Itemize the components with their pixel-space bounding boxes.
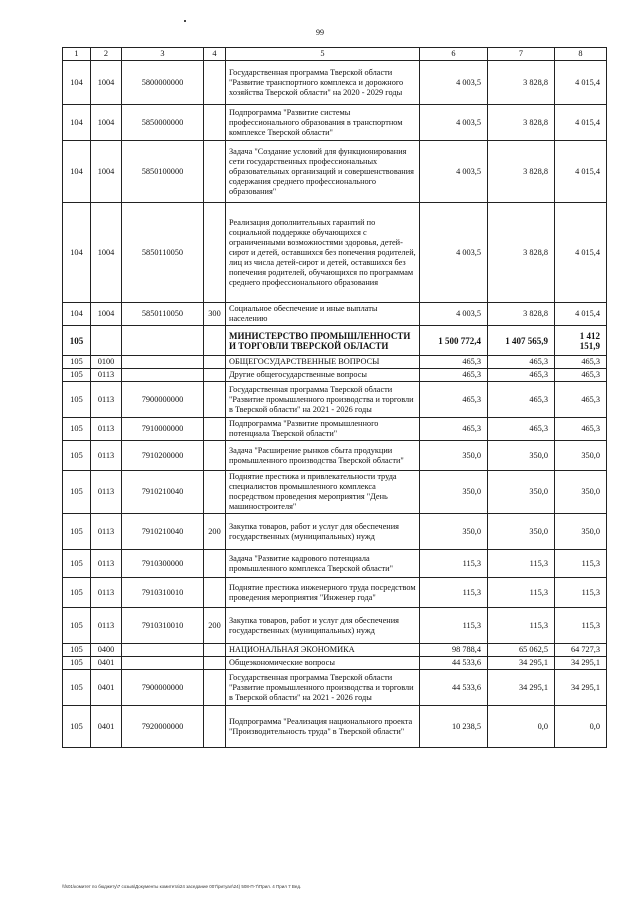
header-cell: 6 (420, 48, 488, 61)
amount-year1-cell: 465,3 (420, 382, 488, 418)
description-cell: Подпрограмма "Реализация национального проекта "Производительность труда" в Тверской области" (226, 706, 420, 748)
target-article-cell: 7910310010 (122, 578, 204, 608)
section-code-cell: 0400 (91, 644, 122, 657)
expense-type-cell (204, 657, 226, 670)
section-code-cell: 0113 (91, 514, 122, 550)
amount-year1-cell: 10 238,5 (420, 706, 488, 748)
table-row (63, 303, 607, 326)
amount-year3-cell: 4 015,4 (555, 203, 607, 303)
target-article-cell (122, 369, 204, 382)
table-row (63, 326, 607, 356)
amount-year2-cell: 465,3 (488, 418, 555, 441)
amount-year2-cell: 115,3 (488, 578, 555, 608)
section-code-cell: 0113 (91, 608, 122, 644)
admin-code-cell: 105 (63, 418, 91, 441)
admin-code-cell: 105 (63, 608, 91, 644)
amount-year2-cell: 1 407 565,9 (488, 326, 555, 356)
target-article-cell: 7910210040 (122, 471, 204, 514)
amount-year2-cell: 34 295,1 (488, 670, 555, 706)
amount-year2-cell: 350,0 (488, 471, 555, 514)
header-cell: 5 (226, 48, 420, 61)
amount-year2-cell: 34 295,1 (488, 657, 555, 670)
description-cell: Задача "Развитие кадрового потенциала промышленного комплекса Тверской области" (226, 550, 420, 578)
amount-year1-cell: 44 533,6 (420, 670, 488, 706)
admin-code-cell: 105 (63, 578, 91, 608)
target-article-cell: 5850000000 (122, 105, 204, 141)
table-row (63, 369, 607, 382)
amount-year2-cell: 115,3 (488, 550, 555, 578)
table-row (63, 657, 607, 670)
amount-year1-cell: 98 788,4 (420, 644, 488, 657)
amount-year1-cell: 465,3 (420, 356, 488, 369)
amount-year1-cell: 4 003,5 (420, 303, 488, 326)
table-row (63, 670, 607, 706)
expense-type-cell (204, 141, 226, 203)
target-article-cell: 7910210040 (122, 514, 204, 550)
admin-code-cell: 105 (63, 369, 91, 382)
description-cell: Закупка товаров, работ и услуг для обеспечения государственных (муниципальных) нужд (226, 514, 420, 550)
target-article-cell (122, 657, 204, 670)
table-row (63, 418, 607, 441)
expense-type-cell (204, 550, 226, 578)
admin-code-cell: 104 (63, 61, 91, 105)
description-cell: Подпрограмма "Развитие системы профессионального образования в транспортном комплексе Тверской области" (226, 105, 420, 141)
target-article-cell: 5800000000 (122, 61, 204, 105)
section-code-cell: 1004 (91, 61, 122, 105)
table-row (63, 608, 607, 644)
target-article-cell: 7920000000 (122, 706, 204, 748)
table-row (63, 105, 607, 141)
description-cell: МИНИСТЕРСТВО ПРОМЫШЛЕННОСТИ И ТОРГОВЛИ ТВЕРСКОЙ ОБЛАСТИ (226, 326, 420, 356)
amount-year3-cell: 1 412 151,9 (555, 326, 607, 356)
amount-year3-cell: 350,0 (555, 441, 607, 471)
admin-code-cell: 105 (63, 670, 91, 706)
section-code-cell: 0113 (91, 471, 122, 514)
table-row (63, 203, 607, 303)
expense-type-cell: 300 (204, 303, 226, 326)
amount-year3-cell: 4 015,4 (555, 61, 607, 105)
amount-year1-cell: 465,3 (420, 369, 488, 382)
amount-year2-cell: 65 062,5 (488, 644, 555, 657)
amount-year3-cell: 350,0 (555, 514, 607, 550)
section-code-cell: 0113 (91, 550, 122, 578)
table-row (63, 141, 607, 203)
expense-type-cell (204, 105, 226, 141)
amount-year2-cell: 0,0 (488, 706, 555, 748)
expense-type-cell (204, 578, 226, 608)
amount-year1-cell: 4 003,5 (420, 61, 488, 105)
amount-year3-cell: 465,3 (555, 418, 607, 441)
amount-year1-cell: 4 003,5 (420, 203, 488, 303)
table-row (63, 706, 607, 748)
target-article-cell: 7910000000 (122, 418, 204, 441)
amount-year2-cell: 3 828,8 (488, 303, 555, 326)
target-article-cell (122, 326, 204, 356)
expense-type-cell (204, 326, 226, 356)
expense-type-cell (204, 471, 226, 514)
admin-code-cell: 105 (63, 471, 91, 514)
header-cell: 4 (204, 48, 226, 61)
target-article-cell (122, 356, 204, 369)
amount-year2-cell: 115,3 (488, 608, 555, 644)
description-cell: Другие общегосударственные вопросы (226, 369, 420, 382)
amount-year2-cell: 3 828,8 (488, 61, 555, 105)
section-code-cell: 1004 (91, 105, 122, 141)
amount-year3-cell: 34 295,1 (555, 657, 607, 670)
table-row (63, 514, 607, 550)
target-article-cell: 7900000000 (122, 670, 204, 706)
table-row (63, 61, 607, 105)
amount-year1-cell: 44 533,6 (420, 657, 488, 670)
description-cell: Государственная программа Тверской области "Развитие транспортного комплекса и дорожного хозяйства Тверской области" на 2020 - 2029 годы (226, 61, 420, 105)
amount-year1-cell: 1 500 772,4 (420, 326, 488, 356)
amount-year2-cell: 3 828,8 (488, 203, 555, 303)
amount-year1-cell: 115,3 (420, 578, 488, 608)
amount-year2-cell: 465,3 (488, 369, 555, 382)
header-cell: 7 (488, 48, 555, 61)
table-row (63, 550, 607, 578)
section-code-cell: 1004 (91, 303, 122, 326)
description-cell: ОБЩЕГОСУДАРСТВЕННЫЕ ВОПРОСЫ (226, 356, 420, 369)
expense-type-cell (204, 61, 226, 105)
amount-year1-cell: 115,3 (420, 550, 488, 578)
amount-year3-cell: 4 015,4 (555, 105, 607, 141)
amount-year3-cell: 0,0 (555, 706, 607, 748)
admin-code-cell: 105 (63, 657, 91, 670)
header-cell: 2 (91, 48, 122, 61)
section-code-cell: 0401 (91, 670, 122, 706)
description-cell: Задача "Создание условий для функционирования сети государственных профессиональных образовательных организаций и совершенствования содержания среднего профессионального образования" (226, 141, 420, 203)
amount-year2-cell: 3 828,8 (488, 141, 555, 203)
admin-code-cell: 104 (63, 303, 91, 326)
expense-type-cell (204, 670, 226, 706)
target-article-cell: 7910300000 (122, 550, 204, 578)
amount-year3-cell: 465,3 (555, 369, 607, 382)
admin-code-cell: 105 (63, 550, 91, 578)
table-row (63, 644, 607, 657)
expense-type-cell (204, 706, 226, 748)
amount-year2-cell: 465,3 (488, 356, 555, 369)
description-cell: Поднятие престижа и привлекательности труда специалистов промышленного комплекса посредством проведения мероприятия "День машиностроителя" (226, 471, 420, 514)
target-article-cell (122, 644, 204, 657)
amount-year1-cell: 115,3 (420, 608, 488, 644)
amount-year3-cell: 115,3 (555, 608, 607, 644)
description-cell: Государственная программа Тверской области "Развитие промышленного производства и торговли в Тверской области" на 2021 - 2026 годы (226, 382, 420, 418)
expense-type-cell (204, 356, 226, 369)
section-code-cell: 0113 (91, 382, 122, 418)
expense-type-cell (204, 203, 226, 303)
target-article-cell: 5850110050 (122, 303, 204, 326)
section-code-cell: 1004 (91, 203, 122, 303)
page-number: 99 (316, 28, 324, 37)
expense-type-cell (204, 644, 226, 657)
section-code-cell: 0113 (91, 441, 122, 471)
expense-type-cell (204, 382, 226, 418)
table-row (63, 382, 607, 418)
amount-year1-cell: 350,0 (420, 441, 488, 471)
description-cell: Реализация дополнительных гарантий по социальной поддержке обучающихся с ограниченными возможностями здоровья, детей-сирот и детей, оставшихся без попечения родителей, лиц из числа детей-сирот и детей, оставшихся без попечения родителей, обучающихся по программам среднего профессионального образования (226, 203, 420, 303)
header-row (63, 48, 607, 61)
admin-code-cell: 105 (63, 382, 91, 418)
admin-code-cell: 105 (63, 441, 91, 471)
admin-code-cell: 105 (63, 356, 91, 369)
table-row (63, 441, 607, 471)
section-code-cell: 0113 (91, 369, 122, 382)
description-cell: Общеэкономические вопросы (226, 657, 420, 670)
section-code-cell: 1004 (91, 141, 122, 203)
header-cell: 8 (555, 48, 607, 61)
section-code-cell: 0113 (91, 578, 122, 608)
section-code-cell (91, 326, 122, 356)
header-cell: 1 (63, 48, 91, 61)
amount-year2-cell: 350,0 (488, 441, 555, 471)
amount-year3-cell: 115,3 (555, 578, 607, 608)
amount-year2-cell: 3 828,8 (488, 105, 555, 141)
admin-code-cell: 105 (63, 326, 91, 356)
budget-table (62, 47, 607, 748)
amount-year3-cell: 64 727,3 (555, 644, 607, 657)
header-cell: 3 (122, 48, 204, 61)
amount-year1-cell: 4 003,5 (420, 141, 488, 203)
admin-code-cell: 105 (63, 514, 91, 550)
scan-mark (184, 20, 186, 22)
amount-year3-cell: 115,3 (555, 550, 607, 578)
admin-code-cell: 104 (63, 203, 91, 303)
description-cell: Закупка товаров, работ и услуг для обеспечения государственных (муниципальных) нужд (226, 608, 420, 644)
admin-code-cell: 104 (63, 141, 91, 203)
target-article-cell: 7910200000 (122, 441, 204, 471)
description-cell: НАЦИОНАЛЬНАЯ ЭКОНОМИКА (226, 644, 420, 657)
description-cell: Социальное обеспечение и иные выплаты населению (226, 303, 420, 326)
table-row (63, 356, 607, 369)
description-cell: Подпрограмма "Развитие промышленного потенциала Тверской области" (226, 418, 420, 441)
description-cell: Поднятие престижа инженерного труда посредством проведения мероприятия "Инженер года" (226, 578, 420, 608)
target-article-cell: 7900000000 (122, 382, 204, 418)
footer-file-path: \\fs01\комитет по бюджету\7 созыв\Документы комитета\24 заседание 007\ритуал\24) 508-П-7\Прил. 4 Прил 7 Вед. (62, 884, 302, 889)
expense-type-cell (204, 441, 226, 471)
expense-type-cell (204, 418, 226, 441)
admin-code-cell: 105 (63, 706, 91, 748)
amount-year1-cell: 350,0 (420, 514, 488, 550)
section-code-cell: 0113 (91, 418, 122, 441)
admin-code-cell: 104 (63, 105, 91, 141)
amount-year2-cell: 350,0 (488, 514, 555, 550)
amount-year3-cell: 350,0 (555, 471, 607, 514)
target-article-cell: 7910310010 (122, 608, 204, 644)
section-code-cell: 0100 (91, 356, 122, 369)
expense-type-cell (204, 369, 226, 382)
target-article-cell: 5850100000 (122, 141, 204, 203)
amount-year3-cell: 34 295,1 (555, 670, 607, 706)
section-code-cell: 0401 (91, 706, 122, 748)
section-code-cell: 0401 (91, 657, 122, 670)
amount-year3-cell: 4 015,4 (555, 141, 607, 203)
description-cell: Государственная программа Тверской области "Развитие промышленного производства и торговли в Тверской области" на 2021 - 2026 годы (226, 670, 420, 706)
amount-year1-cell: 4 003,5 (420, 105, 488, 141)
amount-year2-cell: 465,3 (488, 382, 555, 418)
table-row (63, 471, 607, 514)
table-row (63, 578, 607, 608)
amount-year1-cell: 350,0 (420, 471, 488, 514)
amount-year3-cell: 465,3 (555, 382, 607, 418)
amount-year3-cell: 465,3 (555, 356, 607, 369)
target-article-cell: 5850110050 (122, 203, 204, 303)
expense-type-cell: 200 (204, 608, 226, 644)
amount-year3-cell: 4 015,4 (555, 303, 607, 326)
description-cell: Задача "Расширение рынков сбыта продукции промышленного производства Тверской области" (226, 441, 420, 471)
admin-code-cell: 105 (63, 644, 91, 657)
expense-type-cell: 200 (204, 514, 226, 550)
amount-year1-cell: 465,3 (420, 418, 488, 441)
